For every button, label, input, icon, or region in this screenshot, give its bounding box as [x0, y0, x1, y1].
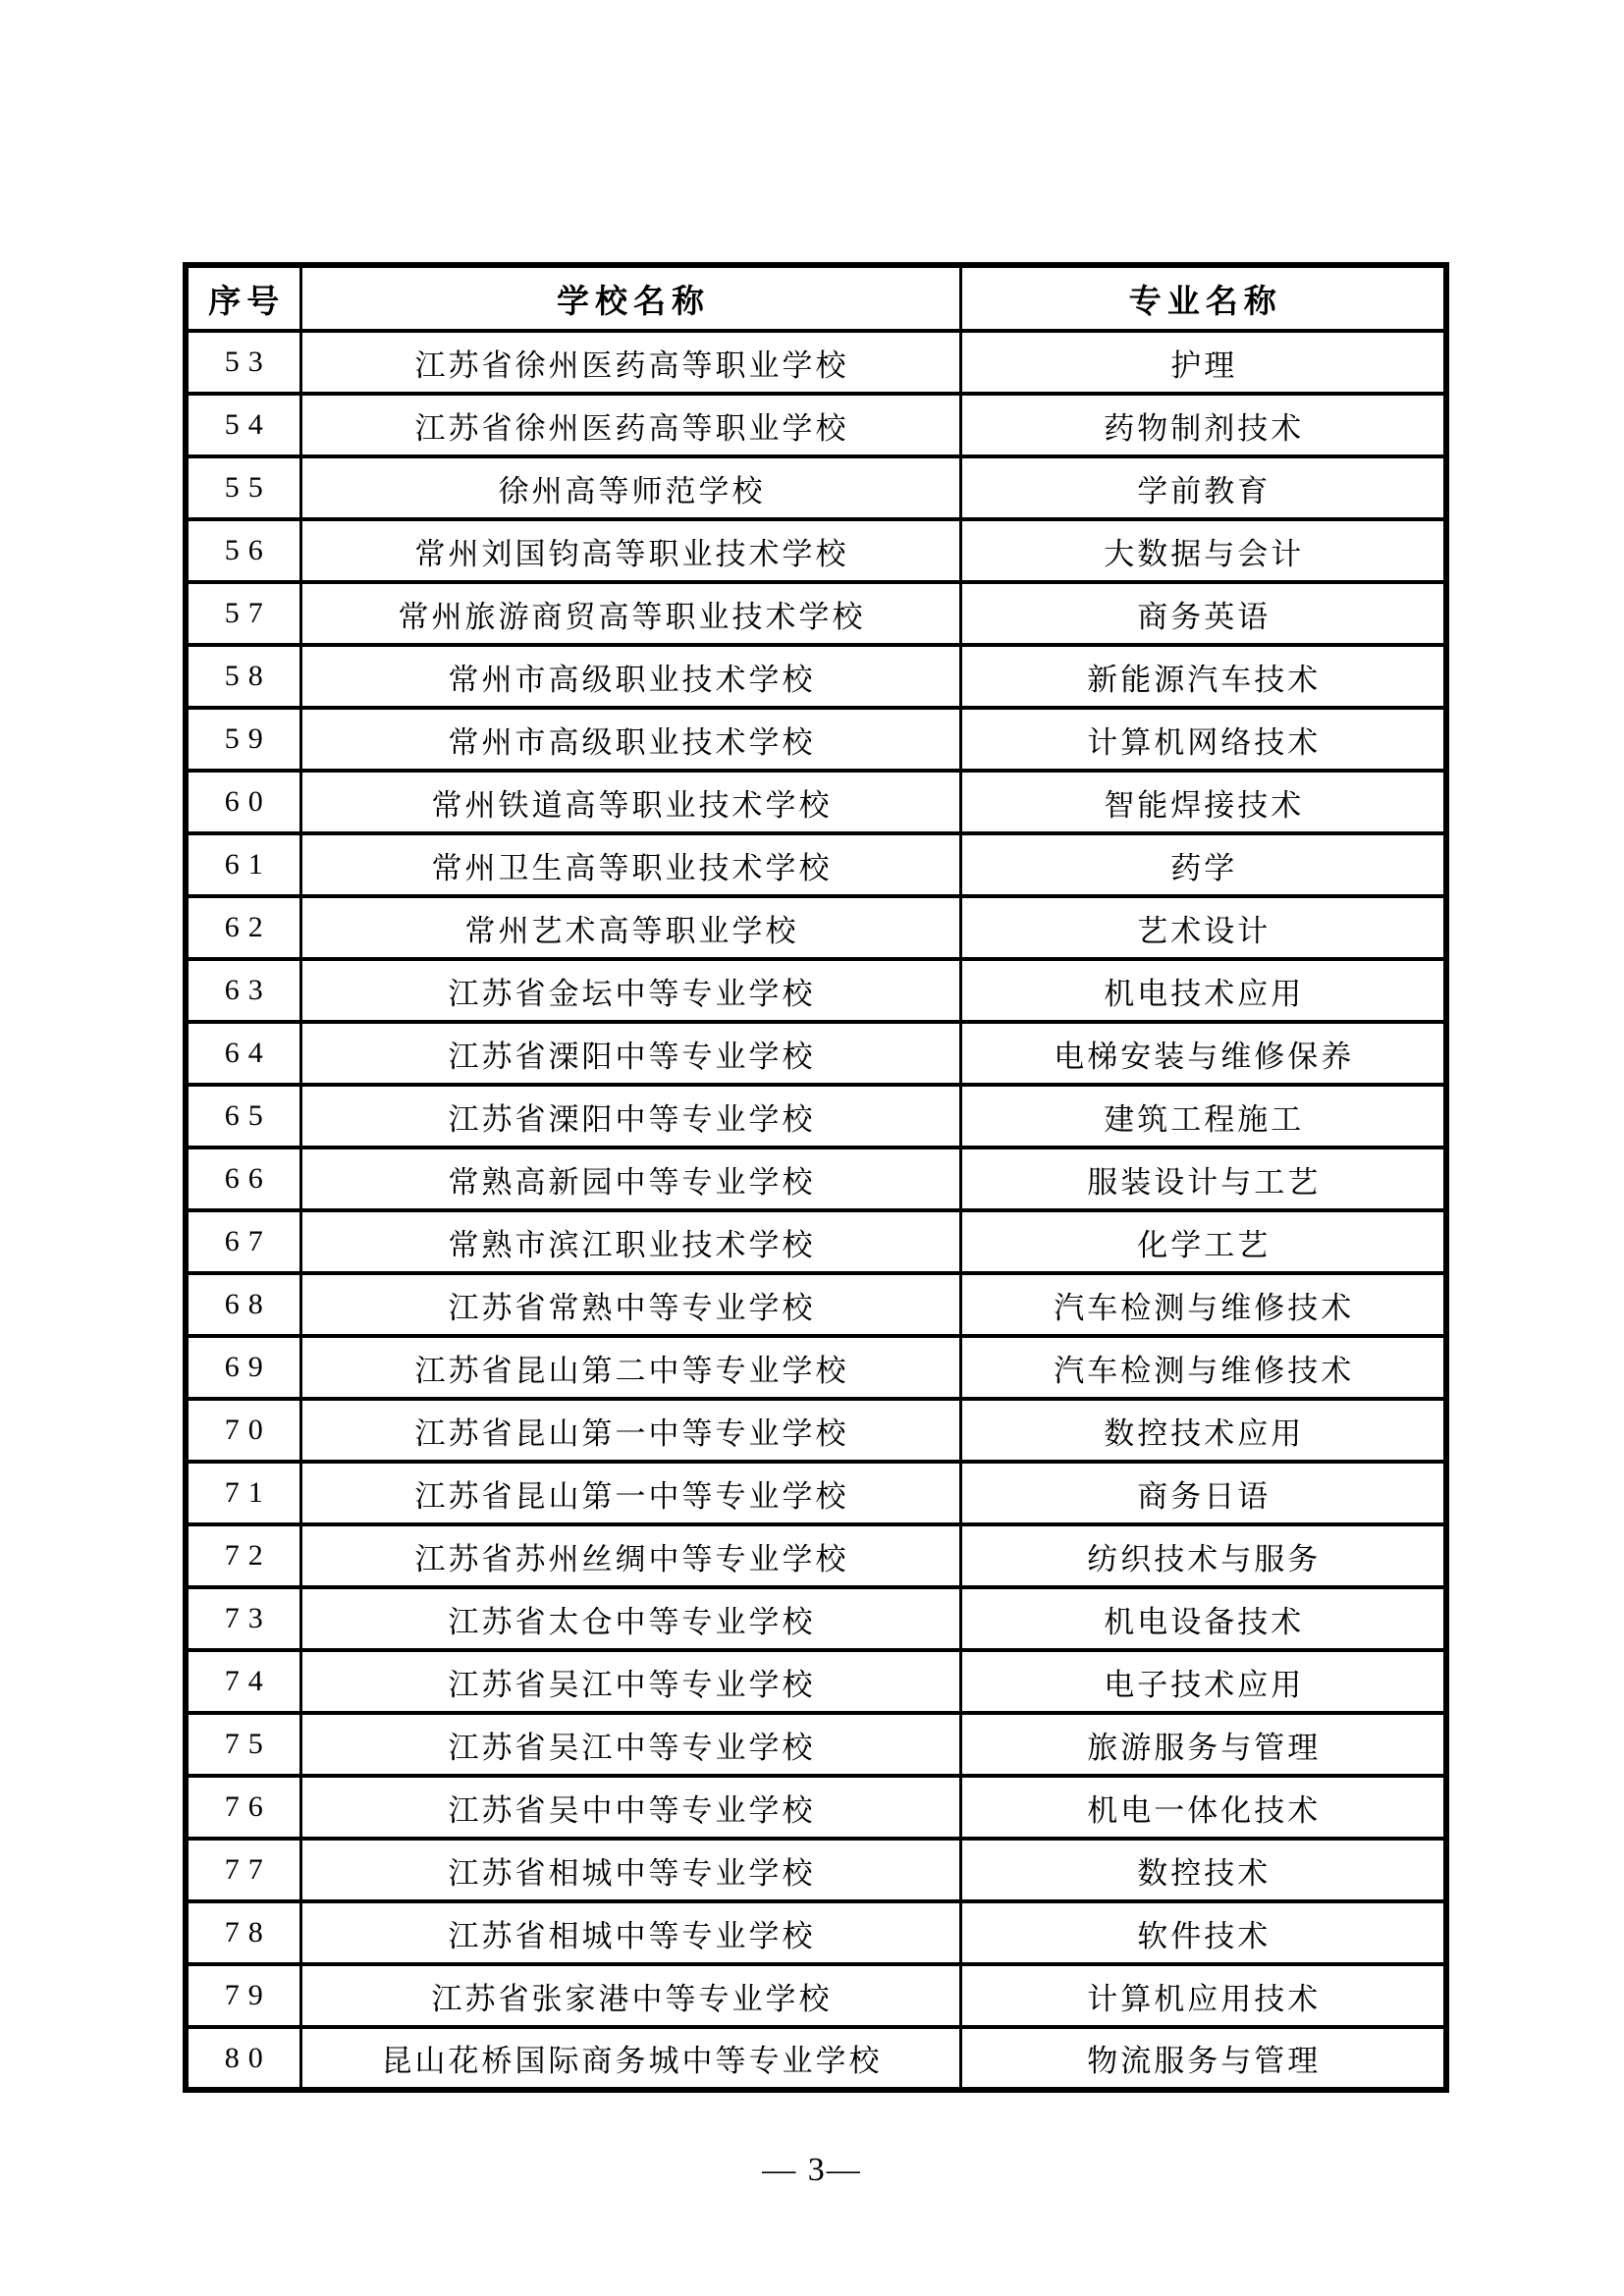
row-major: 计算机应用技术 — [960, 1964, 1446, 2027]
table-row — [186, 1587, 1446, 1650]
table-row — [186, 1524, 1446, 1587]
row-school: 江苏省常熟中等专业学校 — [300, 1273, 960, 1336]
row-number: 62 — [186, 896, 300, 959]
table-row — [186, 394, 1446, 456]
row-major: 数控技术应用 — [960, 1399, 1446, 1462]
table-body — [186, 331, 1446, 2090]
row-major: 学前教育 — [960, 456, 1446, 519]
row-number: 56 — [186, 519, 300, 582]
row-major: 电子技术应用 — [960, 1650, 1446, 1713]
row-major: 艺术设计 — [960, 896, 1446, 959]
row-major: 建筑工程施工 — [960, 1085, 1446, 1148]
table-row — [186, 771, 1446, 833]
row-major: 新能源汽车技术 — [960, 645, 1446, 708]
school-major-table — [183, 262, 1449, 2093]
row-major: 机电设备技术 — [960, 1587, 1446, 1650]
table-row — [186, 1210, 1446, 1273]
row-number: 66 — [186, 1148, 300, 1210]
row-school: 江苏省金坛中等专业学校 — [300, 959, 960, 1022]
row-number: 65 — [186, 1085, 300, 1148]
row-number: 78 — [186, 1901, 300, 1964]
row-number: 72 — [186, 1524, 300, 1587]
row-major: 旅游服务与管理 — [960, 1713, 1446, 1776]
row-school: 江苏省昆山第二中等专业学校 — [300, 1336, 960, 1399]
row-major: 智能焊接技术 — [960, 771, 1446, 833]
row-number: 75 — [186, 1713, 300, 1776]
row-number: 74 — [186, 1650, 300, 1713]
row-number: 59 — [186, 708, 300, 771]
header-row — [186, 265, 1446, 331]
row-school: 江苏省相城中等专业学校 — [300, 1839, 960, 1901]
table-row — [186, 582, 1446, 645]
row-number: 55 — [186, 456, 300, 519]
row-school: 常州市高级职业技术学校 — [300, 645, 960, 708]
row-school: 江苏省吴中中等专业学校 — [300, 1776, 960, 1839]
row-school: 常州市高级职业技术学校 — [300, 708, 960, 771]
row-school: 江苏省吴江中等专业学校 — [300, 1713, 960, 1776]
row-number: 69 — [186, 1336, 300, 1399]
row-major: 服装设计与工艺 — [960, 1148, 1446, 1210]
row-school: 昆山花桥国际商务城中等专业学校 — [300, 2027, 960, 2090]
table-row — [186, 708, 1446, 771]
row-number: 68 — [186, 1273, 300, 1336]
row-major: 化学工艺 — [960, 1210, 1446, 1273]
row-number: 80 — [186, 2027, 300, 2090]
table-row — [186, 1839, 1446, 1901]
row-number: 77 — [186, 1839, 300, 1901]
row-number: 60 — [186, 771, 300, 833]
row-number: 73 — [186, 1587, 300, 1650]
table-row — [186, 1776, 1446, 1839]
table-row — [186, 1085, 1446, 1148]
page-number: — 3— — [762, 2152, 862, 2188]
table-row — [186, 1713, 1446, 1776]
row-major: 药物制剂技术 — [960, 394, 1446, 456]
table-row — [186, 896, 1446, 959]
row-major: 药学 — [960, 833, 1446, 896]
row-major: 电梯安装与维修保养 — [960, 1022, 1446, 1085]
table-row — [186, 1462, 1446, 1524]
row-school: 江苏省相城中等专业学校 — [300, 1901, 960, 1964]
row-number: 57 — [186, 582, 300, 645]
row-major: 计算机网络技术 — [960, 708, 1446, 771]
row-major: 汽车检测与维修技术 — [960, 1336, 1446, 1399]
row-number: 61 — [186, 833, 300, 896]
row-major: 纺织技术与服务 — [960, 1524, 1446, 1587]
row-number: 67 — [186, 1210, 300, 1273]
table-row — [186, 1273, 1446, 1336]
row-number: 63 — [186, 959, 300, 1022]
row-school: 常州旅游商贸高等职业技术学校 — [300, 582, 960, 645]
row-number: 53 — [186, 331, 300, 394]
row-school: 常州艺术高等职业学校 — [300, 896, 960, 959]
row-school: 江苏省昆山第一中等专业学校 — [300, 1462, 960, 1524]
row-major: 物流服务与管理 — [960, 2027, 1446, 2090]
row-school: 江苏省溧阳中等专业学校 — [300, 1085, 960, 1148]
row-school: 江苏省徐州医药高等职业学校 — [300, 331, 960, 394]
row-school: 江苏省张家港中等专业学校 — [300, 1964, 960, 2027]
table-row — [186, 2027, 1446, 2090]
table-row — [186, 1022, 1446, 1085]
row-major: 护理 — [960, 331, 1446, 394]
row-school: 江苏省太仓中等专业学校 — [300, 1587, 960, 1650]
table-row — [186, 1148, 1446, 1210]
row-number: 54 — [186, 394, 300, 456]
table-row — [186, 833, 1446, 896]
row-number: 64 — [186, 1022, 300, 1085]
row-school: 江苏省昆山第一中等专业学校 — [300, 1399, 960, 1462]
row-school: 常州刘国钧高等职业技术学校 — [300, 519, 960, 582]
table-row — [186, 1901, 1446, 1964]
row-school: 江苏省吴江中等专业学校 — [300, 1650, 960, 1713]
row-school: 常州铁道高等职业技术学校 — [300, 771, 960, 833]
row-number: 71 — [186, 1462, 300, 1524]
row-major: 数控技术 — [960, 1839, 1446, 1901]
row-major: 汽车检测与维修技术 — [960, 1273, 1446, 1336]
table-row — [186, 1650, 1446, 1713]
row-school: 徐州高等师范学校 — [300, 456, 960, 519]
row-school: 常州卫生高等职业技术学校 — [300, 833, 960, 896]
row-school: 常熟高新园中等专业学校 — [300, 1148, 960, 1210]
table-row — [186, 1399, 1446, 1462]
header-school-name: 学校名称 — [300, 265, 960, 331]
table-row — [186, 1964, 1446, 2027]
table-row — [186, 519, 1446, 582]
row-major: 商务英语 — [960, 582, 1446, 645]
table-row — [186, 959, 1446, 1022]
header-major-name: 专业名称 — [960, 265, 1446, 331]
row-number: 76 — [186, 1776, 300, 1839]
row-major: 软件技术 — [960, 1901, 1446, 1964]
row-number: 79 — [186, 1964, 300, 2027]
row-major: 机电一体化技术 — [960, 1776, 1446, 1839]
row-school: 江苏省徐州医药高等职业学校 — [300, 394, 960, 456]
row-number: 58 — [186, 645, 300, 708]
row-major: 大数据与会计 — [960, 519, 1446, 582]
table-row — [186, 456, 1446, 519]
header-serial-number: 序号 — [186, 265, 300, 331]
table-row — [186, 331, 1446, 394]
row-school: 江苏省苏州丝绸中等专业学校 — [300, 1524, 960, 1587]
table-row — [186, 645, 1446, 708]
row-major: 商务日语 — [960, 1462, 1446, 1524]
row-school: 常熟市滨江职业技术学校 — [300, 1210, 960, 1273]
table-row — [186, 1336, 1446, 1399]
row-major: 机电技术应用 — [960, 959, 1446, 1022]
row-number: 70 — [186, 1399, 300, 1462]
row-school: 江苏省溧阳中等专业学校 — [300, 1022, 960, 1085]
